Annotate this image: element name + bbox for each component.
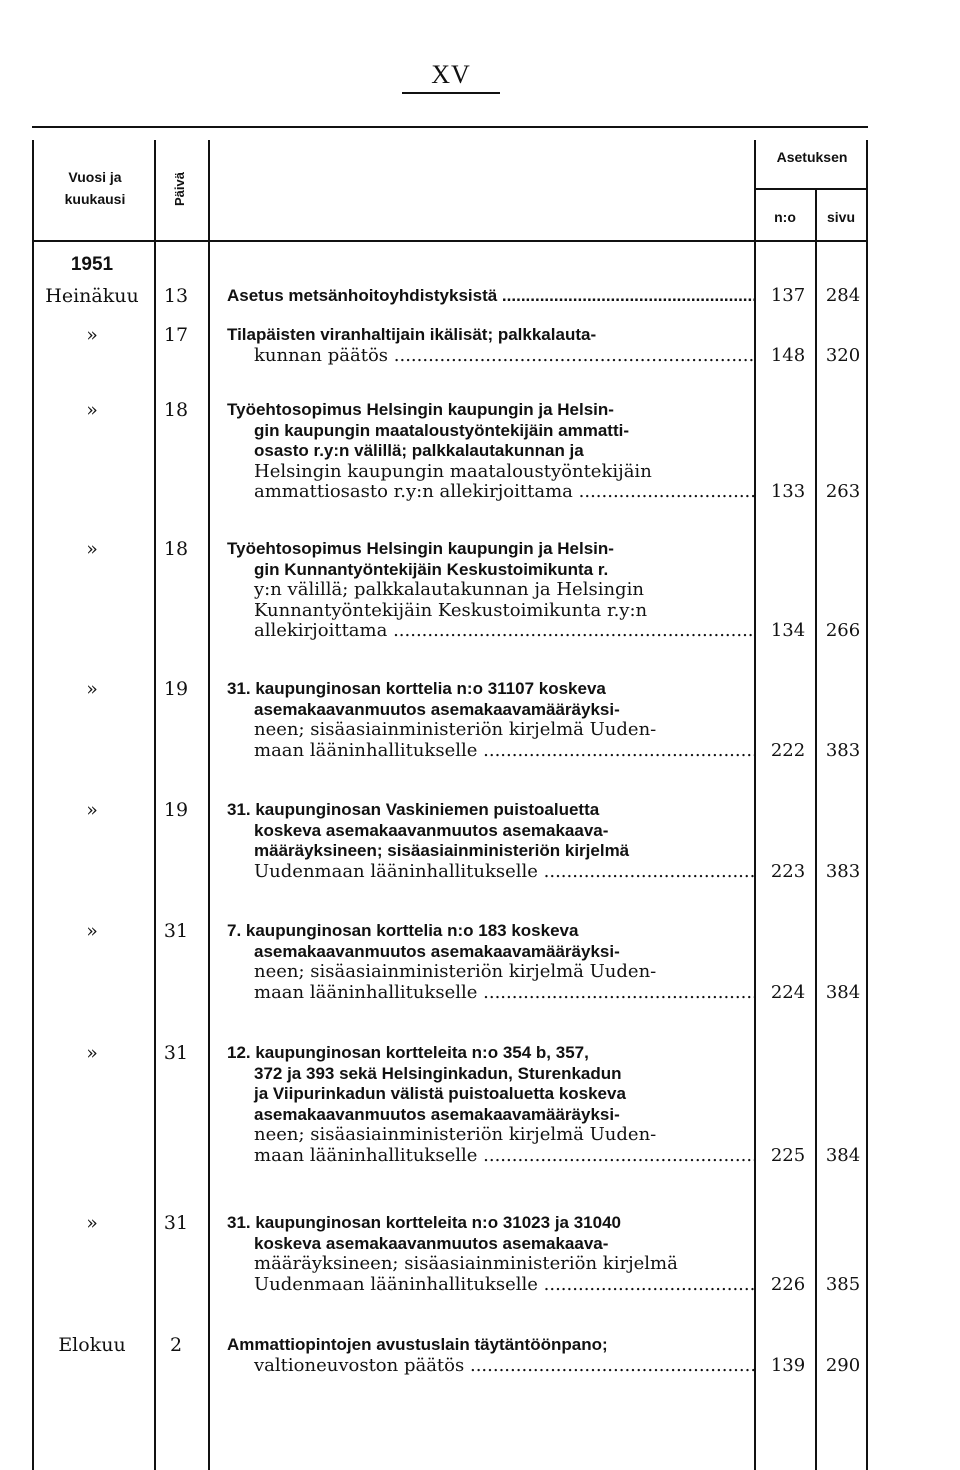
entry-title <box>227 800 755 882</box>
entry-title-line: Kunnantyöntekijäin Keskustoimikunta r.y:n <box>254 599 648 621</box>
entry-title-line: Uudenmaan lääninhallitukselle ..... <box>227 862 755 883</box>
entry-title-line: valtioneuvoston päätös ..... <box>227 1356 755 1377</box>
entry-title <box>227 1213 755 1295</box>
entry-title <box>227 325 755 366</box>
entry-number: 224 <box>770 981 806 1003</box>
entry-number: 223 <box>770 860 806 882</box>
entry-title <box>227 679 755 761</box>
entry-day: 31 <box>163 1042 189 1064</box>
entry-title <box>227 286 755 307</box>
entry-title-line: ammattiosasto r.y:n allekirjoittama ..... <box>227 482 755 503</box>
leader-dots <box>497 286 755 305</box>
entry-day: 19 <box>163 678 189 700</box>
entry-title-line: asemakaavanmuutos asemakaavamääräyksi- <box>254 941 620 961</box>
entry-title-line: koskeva asemakaavanmuutos asemakaava- <box>254 1233 609 1253</box>
leader-dots <box>573 482 755 502</box>
leader-dots <box>388 346 755 366</box>
entry-title-line: määräyksineen; sisäasiainministeriön kirjelmä <box>254 1253 678 1274</box>
entry-title-line: 12. kaupunginosan kortteleita n:o 354 b, 357, <box>227 1043 589 1062</box>
entry-title-line: maan lääninhallitukselle ..... <box>227 1146 755 1167</box>
leader-dots <box>477 983 755 1003</box>
leader-dots <box>387 621 755 641</box>
entry-day: 31 <box>163 920 189 942</box>
entry-title-line: 372 ja 393 sekä Helsinginkadun, Sturenkadun <box>254 1063 622 1083</box>
header-divider <box>32 240 868 242</box>
entry-title-line: ja Viipurinkadun välistä puistoaluetta koskeva <box>254 1084 626 1103</box>
entry-title-line: maan lääninhallitukselle ..... <box>227 741 755 762</box>
entry-month: » <box>86 399 98 421</box>
column-divider <box>208 140 210 1470</box>
entry-title-line: y:n välillä; palkkalautakunnan ja Helsingin <box>254 579 644 600</box>
page-number: XV <box>431 60 471 89</box>
entry-title-line: gin Kunnantyöntekijäin Keskustoimikunta r. <box>254 559 609 579</box>
entry-page: 383 <box>825 739 861 761</box>
entry-number: 222 <box>770 739 806 761</box>
entry-title-line: Työehtosopimus Helsingin kaupungin ja Helsin- <box>227 400 614 419</box>
entry-title-line: neen; sisäasiainministeriön kirjelmä Uuden- <box>254 719 657 740</box>
entry-month: Elokuu <box>58 1334 126 1356</box>
entry-title <box>227 1335 755 1376</box>
entry-title-line: asemakaavanmuutos asemakaavamääräyksi- <box>254 699 620 719</box>
entry-page: 263 <box>825 481 861 502</box>
entry-title-line: 31. kaupunginosan korttelia n:o 31107 koskeva <box>227 679 606 698</box>
entry-day: 18 <box>163 538 189 560</box>
leader-dots <box>477 741 755 761</box>
entry-month: Heinäkuu <box>45 285 139 307</box>
entry-page: 385 <box>825 1273 861 1295</box>
entry-page: 320 <box>825 344 861 366</box>
entry-number: 134 <box>770 620 806 641</box>
entry-day: 18 <box>163 399 189 421</box>
leader-dots <box>538 862 755 882</box>
entry-month: » <box>86 324 98 346</box>
table-top-rule <box>32 126 868 128</box>
entry-title-line: Työehtosopimus Helsingin kaupungin ja Helsin- <box>227 539 614 558</box>
header-day: Päivä <box>172 172 187 206</box>
header-decree: Asetuksen <box>776 149 848 165</box>
entry-title <box>227 539 755 642</box>
leader-dots <box>464 1356 755 1376</box>
entry-number: 133 <box>770 481 806 502</box>
year-label: 1951 <box>70 254 114 275</box>
entry-number: 225 <box>770 1144 806 1166</box>
entry-month: » <box>86 920 98 942</box>
header-page: sivu <box>826 209 855 225</box>
entry-month: » <box>86 678 98 700</box>
header-year-month: Vuosi ja kuukausi <box>64 169 126 207</box>
entry-number: 139 <box>770 1354 806 1376</box>
entry-day: 2 <box>169 1334 183 1356</box>
entry-month: » <box>86 1212 98 1234</box>
entry-day: 17 <box>163 324 189 346</box>
entry-title-line: Uudenmaan lääninhallitukselle ..... <box>227 1275 755 1296</box>
entry-number: 226 <box>770 1273 806 1295</box>
entry-title-line: Ammattiopintojen avustuslain täytäntöönpano; <box>227 1335 608 1354</box>
entry-title-line: 31. kaupunginosan kortteleita n:o 31023 ja 31040 <box>227 1213 621 1232</box>
entry-day: 13 <box>163 285 189 307</box>
entry-title-line: neen; sisäasiainministeriön kirjelmä Uuden- <box>254 961 657 982</box>
entry-title-line: koskeva asemakaavanmuutos asemakaava- <box>254 820 609 840</box>
entry-page: 384 <box>825 1144 861 1166</box>
entry-title-line: Helsingin kaupungin maataloustyöntekijäin <box>254 460 652 482</box>
leader-dots <box>477 1146 755 1166</box>
entry-day: 19 <box>163 799 189 821</box>
entry-title-line: määräyksineen; sisäasiainministeriön kirjelmä <box>254 841 630 860</box>
entry-title-line: Asetus metsänhoitoyhdistyksistä ..... <box>227 286 755 307</box>
entry-page: 384 <box>825 981 861 1003</box>
entry-title-line: osasto r.y:n välillä; palkkalautakunnan ja <box>254 441 584 460</box>
entry-title-line: 31. kaupunginosan Vaskiniemen puistoaluetta <box>227 800 600 819</box>
leader-dots <box>538 1275 755 1295</box>
column-divider <box>866 140 868 1470</box>
page-number-underline <box>402 92 500 94</box>
entry-title-line: Tilapäisten viranhaltijain ikälisät; palkkalauta- <box>227 325 597 344</box>
entry-title <box>227 921 755 1003</box>
header-number: n:o <box>774 209 796 225</box>
asetuksen-divider <box>756 188 866 190</box>
entry-title-line: neen; sisäasiainministeriön kirjelmä Uuden- <box>254 1124 657 1145</box>
entry-month: » <box>86 799 98 821</box>
entry-page: 290 <box>825 1354 861 1376</box>
entry-title-line: maan lääninhallitukselle ..... <box>227 983 755 1004</box>
entry-page: 266 <box>825 620 861 641</box>
entry-month: » <box>86 1042 98 1064</box>
entry-title-line: allekirjoittama ..... <box>227 621 755 642</box>
entry-title-line: 7. kaupunginosan korttelia n:o 183 koskeva <box>227 921 579 940</box>
entry-number: 148 <box>770 344 806 366</box>
entry-page: 284 <box>825 285 861 306</box>
entry-title-line: asemakaavanmuutos asemakaavamääräyksi- <box>254 1104 620 1124</box>
entry-day: 31 <box>163 1212 189 1234</box>
entry-title <box>227 400 755 503</box>
entry-month: » <box>86 538 98 560</box>
entry-title <box>227 1043 755 1166</box>
entry-number: 137 <box>770 285 806 306</box>
entry-title-line: gin kaupungin maataloustyöntekijäin ammatti- <box>254 420 629 440</box>
entry-title-line: kunnan päätös ..... <box>227 346 755 367</box>
entry-page: 383 <box>825 860 861 882</box>
